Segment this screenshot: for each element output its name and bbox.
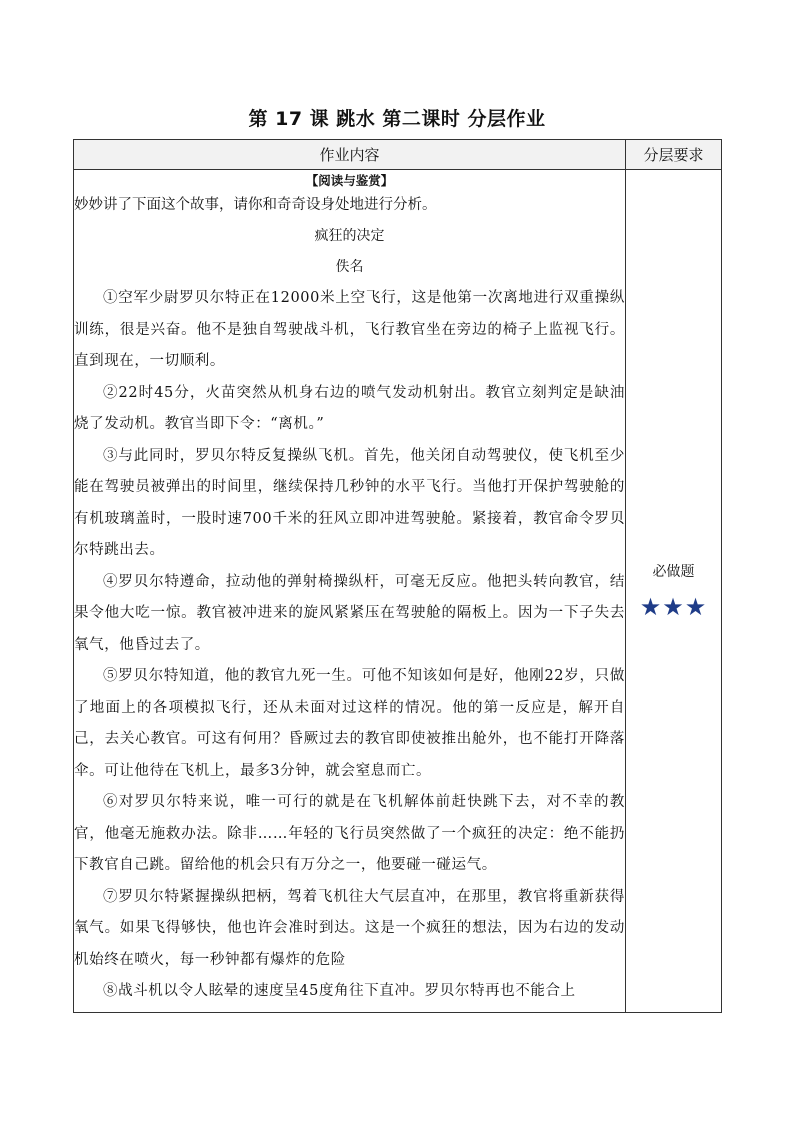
story-paragraph: ③与此同时，罗贝尔特反复操纵飞机。首先，他关闭自动驾驶仪，使飞机至少能在驾驶员被弹出的时间里，继续保持几秒钟的水平飞行。当他打开保护驾驶舱的有机玻璃盖时，一股时速700千米的狂风立即冲进驾驶舱。紧接着，教官命令罗贝尔特跳出去。 [74,447,625,558]
star-rating: ★★★ [639,593,708,621]
story-paragraph: ②22时45分，火苗突然从机身右边的喷气发动机射出。教官立刻判定是缺油烧了发动机。教官当即下令：“离机。” [74,384,625,432]
content-cell [74,170,626,1013]
story-author: 佚名 [335,259,364,275]
page-title: 第 17 课 跳水 第二课时 分层作业 [248,108,546,130]
homework-table [73,139,722,1013]
story-title: 疯狂的决定 [314,228,385,244]
story-paragraph: ⑥对罗贝尔特来说，唯一可行的就是在飞机解体前赶快跳下去，对不幸的教官，他毫无施救办法。除非……年轻的飞行员突然做了一个疯狂的决定：绝不能扔下教官自己跳。留给他的机会只有万分之一，他要碰一碰运气。 [74,794,625,873]
requirement-cell [626,170,722,1013]
story-paragraph: ⑤罗贝尔特知道，他的教官九死一生。可他不知该如何是好，他刚22岁，只做了地面上的各项模拟飞行，还从未面对过这样的情况。他的第一反应是，解开自己，去关心教官。可这有何用？昏厥过去的教官即使被推出舱外，也不能打开降落伞。可让他待在飞机上，最多3分钟，就会窒息而亡。 [74,668,625,779]
story-paragraph: ④罗贝尔特遵命，拉动他的弹射椅操纵杆，可毫无反应。他把头转向教官，结果令他大吃一惊。教官被冲进来的旋风紧紧压在驾驶舱的隔板上。因为一下子失去氧气，他昏过去了。 [74,573,625,653]
story-paragraph: ①空军少尉罗贝尔特正在12000米上空飞行，这是他第一次离地进行双重操纵训练，很是兴奋。他不是独自驾驶战斗机，飞行教官坐在旁边的椅子上监视飞行。直到现在，一切顺利。 [74,290,625,369]
story-paragraph: ⑦罗贝尔特紧握操纵把柄，驾着飞机往大气层直冲，在那里，教官将重新获得氧气。如果飞得够快，他也许会准时到达。这是一个疯狂的想法，因为右边的发动机始终在喷火，每一秒钟都有爆炸的危险 [74,888,625,968]
column-header-content: 作业内容 [74,140,626,170]
section-heading: 【阅读与鉴赏】 [305,173,394,188]
requirement-label: 必做题 [652,564,695,580]
column-header-requirement: 分层要求 [626,140,722,170]
intro-text: 妙妙讲了下面这个故事，请你和奇奇设身处地进行分析。 [74,197,437,213]
table-row [74,170,722,1013]
story-paragraph: ⑧战斗机以令人眩晕的速度呈45度角往下直冲。罗贝尔特再也不能合上 [103,983,576,999]
table-header-row [74,140,722,170]
